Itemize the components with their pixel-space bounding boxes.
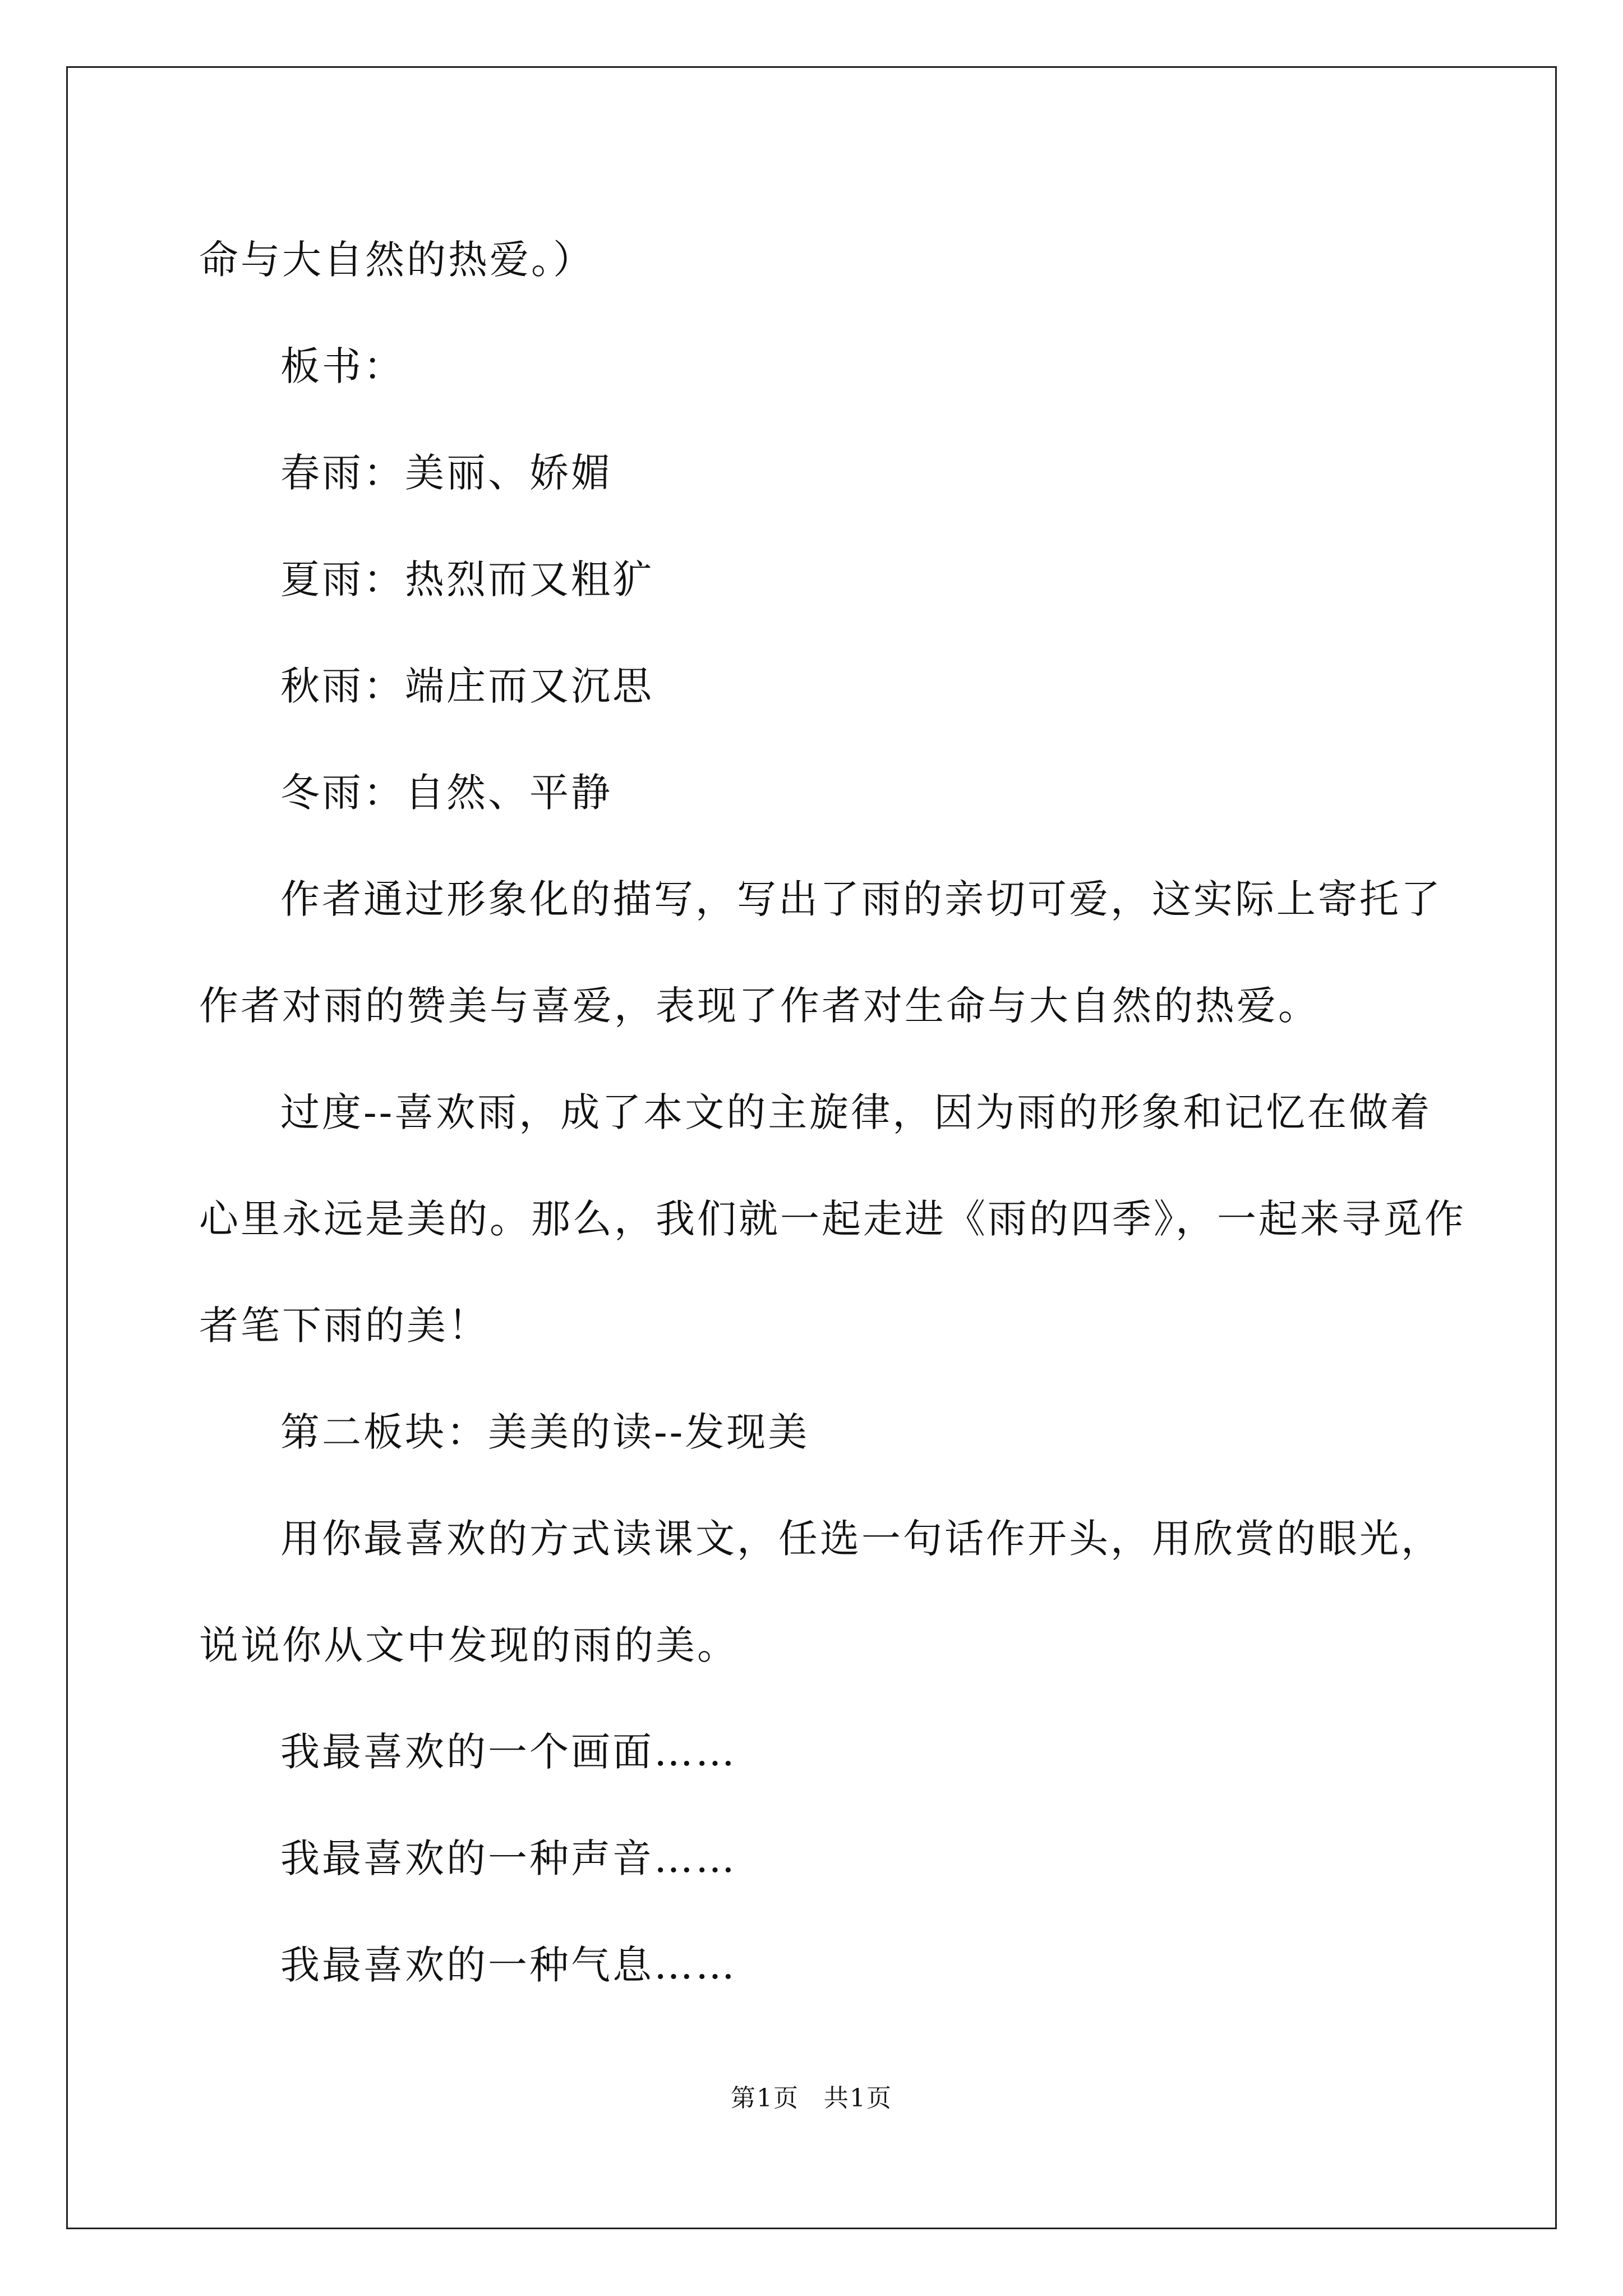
paragraph: 过度--喜欢雨，成了本文的主旋律，因为雨的形象和记忆在做着 <box>280 1089 1432 1135</box>
paragraph: 说说你从文中发现的雨的美。 <box>199 1622 739 1668</box>
list-item: 我最喜欢的一种声音…… <box>280 1835 737 1881</box>
paragraph: 作者对雨的赞美与喜爱，表现了作者对生命与大自然的热爱。 <box>199 983 1320 1029</box>
paragraph: 春雨：美丽、娇媚 <box>280 450 612 496</box>
list-item: 我最喜欢的一种气息…… <box>280 1942 737 1988</box>
list-item: 我最喜欢的一个画面…… <box>280 1729 737 1775</box>
paragraph: 夏雨：热烈而又粗犷 <box>280 556 654 602</box>
paragraph: 秋雨：端庄而又沉思 <box>280 663 654 709</box>
paragraph: 者笔下雨的美！ <box>199 1303 490 1349</box>
page-footer <box>0 2078 1623 2114</box>
paragraph: 心里永远是美的。那么，我们就一起走进《雨的四季》，一起来寻觅作 <box>199 1196 1466 1242</box>
paragraph: 冬雨：自然、平静 <box>280 770 612 816</box>
document-body <box>199 206 1466 2018</box>
paragraph: 板书： <box>280 343 405 389</box>
page-number: 第1页 <box>731 2084 799 2113</box>
section-heading: 第二板块：美美的读--发现美 <box>280 1409 810 1455</box>
page-total: 共1页 <box>824 2084 892 2113</box>
paragraph: 用你最喜欢的方式读课文，任选一句话作开头，用欣赏的眼光， <box>280 1516 1442 1562</box>
paragraph: 作者通过形象化的描写，写出了雨的亲切可爱，这实际上寄托了 <box>280 876 1442 922</box>
paragraph: 命与大自然的热爱。） <box>199 237 594 283</box>
